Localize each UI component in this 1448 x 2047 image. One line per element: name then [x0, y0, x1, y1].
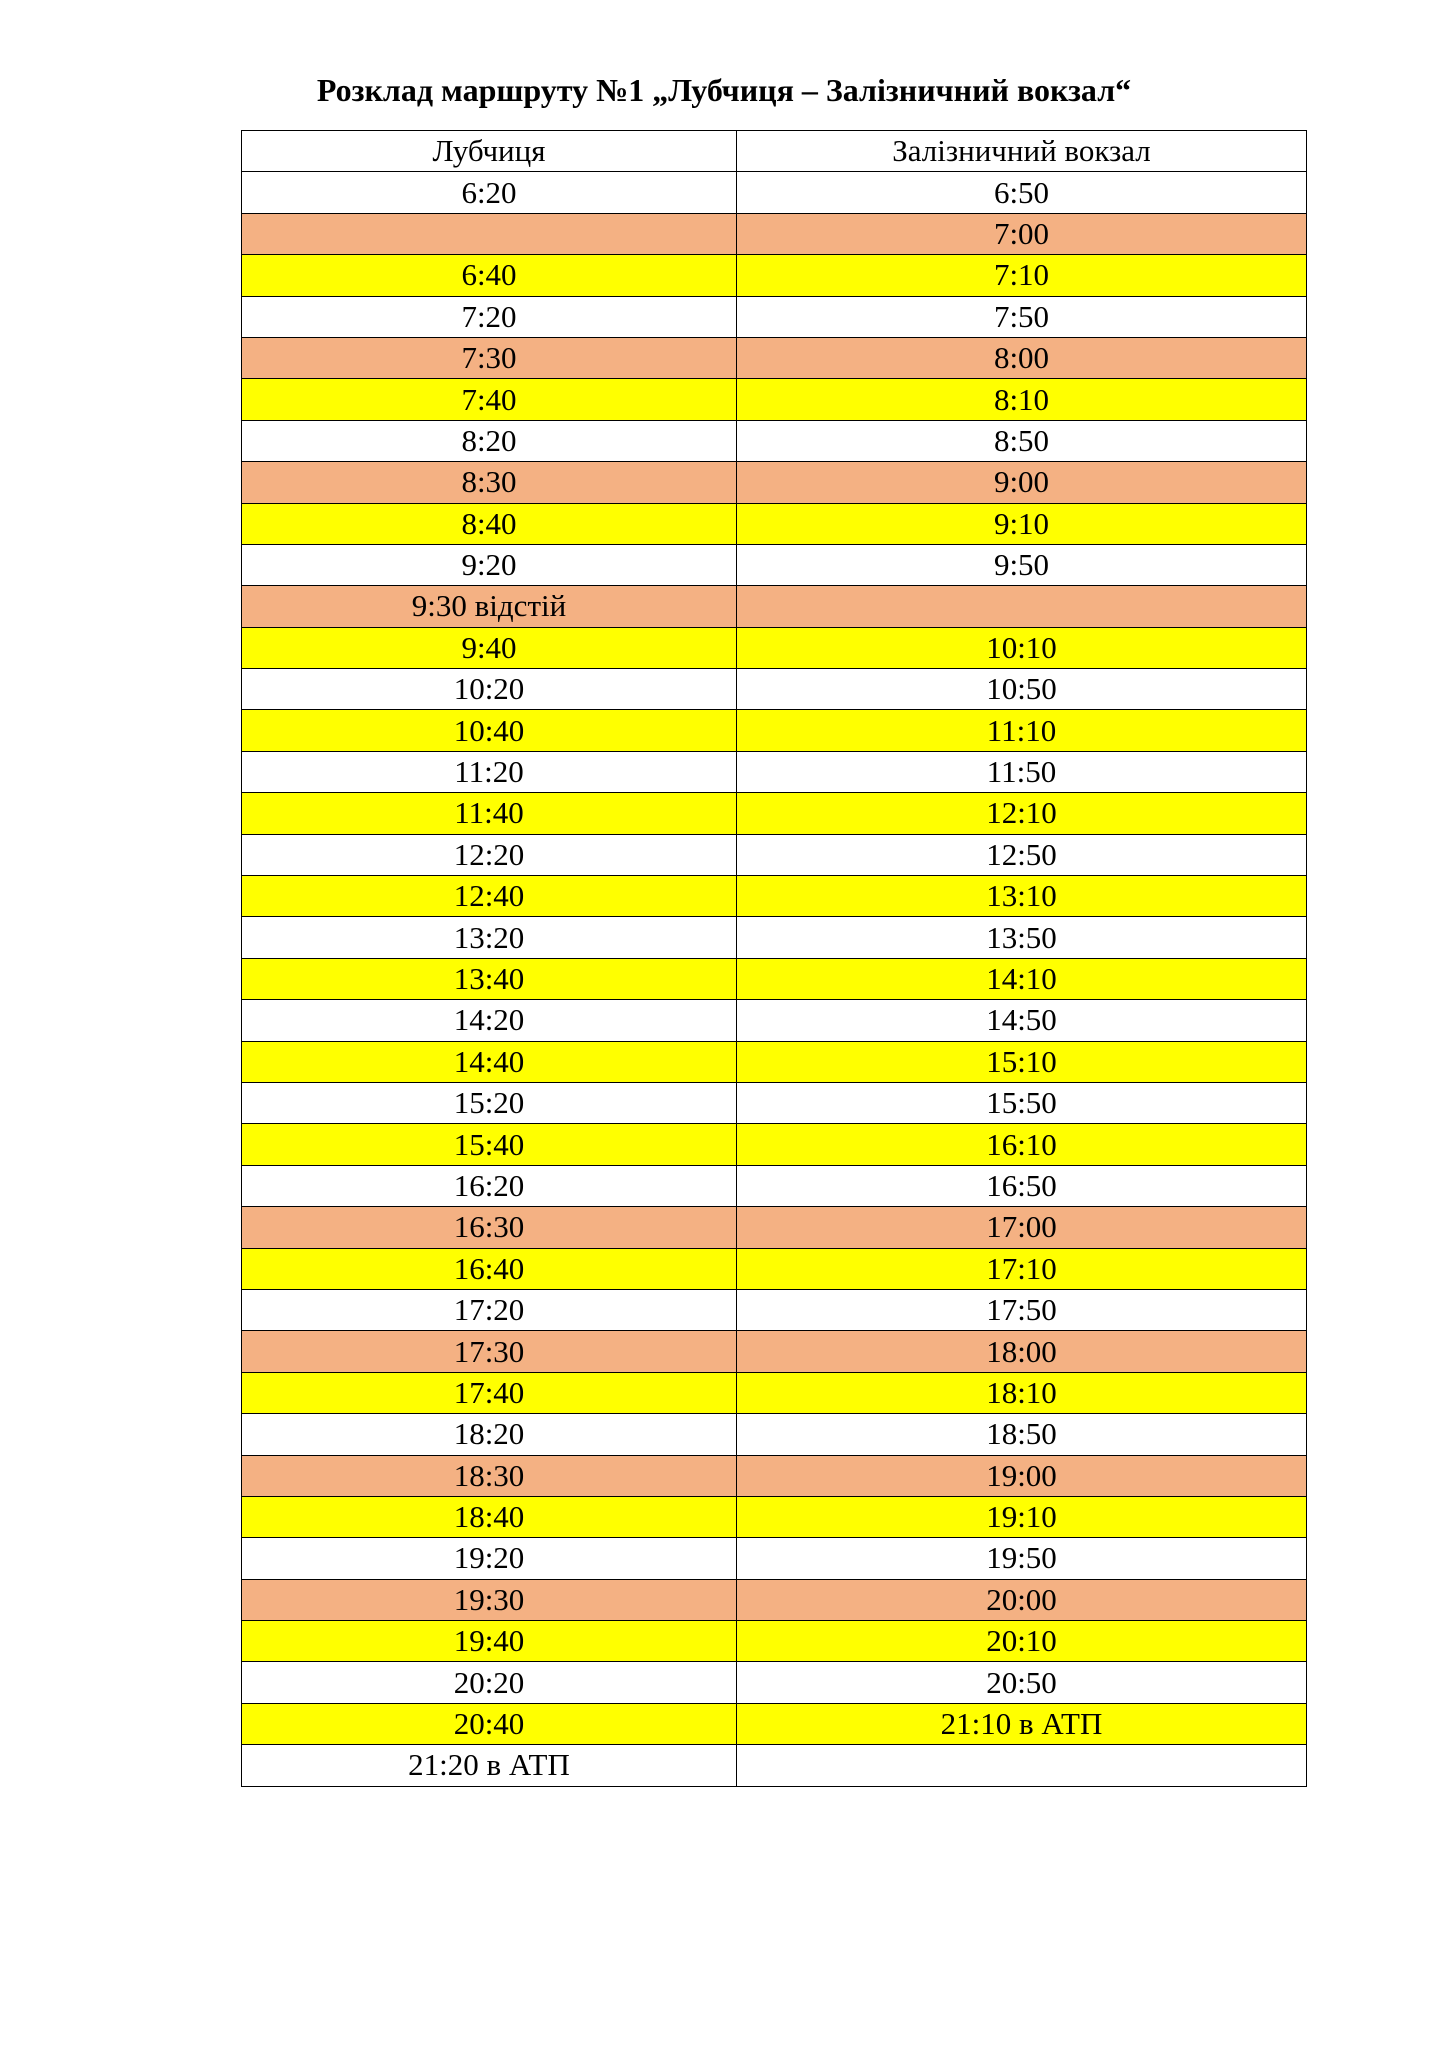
railway-station-departure-cell: 13:10 — [737, 876, 1307, 917]
railway-station-departure-cell: 11:50 — [737, 751, 1307, 792]
lubchytsia-departure-cell: 13:20 — [242, 917, 737, 958]
table-row — [242, 1207, 1307, 1248]
table-row — [242, 751, 1307, 792]
table-row — [242, 1124, 1307, 1165]
railway-station-departure-cell: 7:50 — [737, 296, 1307, 337]
table-row — [242, 1455, 1307, 1496]
lubchytsia-departure-cell: 15:20 — [242, 1082, 737, 1123]
lubchytsia-departure-cell: 13:40 — [242, 958, 737, 999]
table-row — [242, 1082, 1307, 1123]
railway-station-departure-cell: 16:10 — [737, 1124, 1307, 1165]
table-row — [242, 1372, 1307, 1413]
table-row — [242, 172, 1307, 213]
railway-station-departure-cell: 12:50 — [737, 834, 1307, 875]
table-row — [242, 586, 1307, 627]
table-row — [242, 503, 1307, 544]
column-header-lubchytsia: Лубчиця — [242, 131, 737, 172]
table-row — [242, 462, 1307, 503]
table-row — [242, 544, 1307, 585]
table-row — [242, 337, 1307, 378]
railway-station-departure-cell: 20:00 — [737, 1579, 1307, 1620]
lubchytsia-departure-cell: 19:30 — [242, 1579, 737, 1620]
lubchytsia-departure-cell: 6:20 — [242, 172, 737, 213]
schedule-table — [241, 130, 1307, 1787]
railway-station-departure-cell: 18:00 — [737, 1331, 1307, 1372]
railway-station-departure-cell: 6:50 — [737, 172, 1307, 213]
railway-station-departure-cell: 15:50 — [737, 1082, 1307, 1123]
lubchytsia-departure-cell: 17:20 — [242, 1289, 737, 1330]
railway-station-departure-cell — [737, 1745, 1307, 1786]
lubchytsia-departure-cell: 16:30 — [242, 1207, 737, 1248]
railway-station-departure-cell: 18:10 — [737, 1372, 1307, 1413]
lubchytsia-departure-cell: 7:20 — [242, 296, 737, 337]
railway-station-departure-cell: 14:50 — [737, 1000, 1307, 1041]
table-row — [242, 1000, 1307, 1041]
header-row — [242, 131, 1307, 172]
railway-station-departure-cell: 9:00 — [737, 462, 1307, 503]
railway-station-departure-cell — [737, 586, 1307, 627]
lubchytsia-departure-cell: 14:40 — [242, 1041, 737, 1082]
table-row — [242, 213, 1307, 254]
table-row — [242, 1331, 1307, 1372]
lubchytsia-departure-cell: 18:20 — [242, 1414, 737, 1455]
railway-station-departure-cell: 21:10 в АТП — [737, 1703, 1307, 1744]
table-row — [242, 420, 1307, 461]
lubchytsia-departure-cell: 18:30 — [242, 1455, 737, 1496]
lubchytsia-departure-cell: 16:40 — [242, 1248, 737, 1289]
table-row — [242, 669, 1307, 710]
railway-station-departure-cell: 11:10 — [737, 710, 1307, 751]
table-row — [242, 627, 1307, 668]
railway-station-departure-cell: 8:50 — [737, 420, 1307, 461]
table-row — [242, 1041, 1307, 1082]
railway-station-departure-cell: 9:10 — [737, 503, 1307, 544]
table-row — [242, 379, 1307, 420]
lubchytsia-departure-cell: 11:20 — [242, 751, 737, 792]
lubchytsia-departure-cell: 18:40 — [242, 1496, 737, 1537]
railway-station-departure-cell: 10:50 — [737, 669, 1307, 710]
lubchytsia-departure-cell: 14:20 — [242, 1000, 737, 1041]
lubchytsia-departure-cell: 20:20 — [242, 1662, 737, 1703]
railway-station-departure-cell: 13:50 — [737, 917, 1307, 958]
table-row — [242, 1621, 1307, 1662]
lubchytsia-departure-cell: 20:40 — [242, 1703, 737, 1744]
lubchytsia-departure-cell — [242, 213, 737, 254]
lubchytsia-departure-cell: 6:40 — [242, 255, 737, 296]
lubchytsia-departure-cell: 8:40 — [242, 503, 737, 544]
table-row — [242, 1538, 1307, 1579]
lubchytsia-departure-cell: 17:40 — [242, 1372, 737, 1413]
table-row — [242, 917, 1307, 958]
page-title: Розклад маршруту №1 „Лубчиця – Залізничний вокзал“ — [316, 72, 1132, 108]
table-row — [242, 1745, 1307, 1786]
lubchytsia-departure-cell: 10:40 — [242, 710, 737, 751]
railway-station-departure-cell: 18:50 — [737, 1414, 1307, 1455]
lubchytsia-departure-cell: 17:30 — [242, 1331, 737, 1372]
railway-station-departure-cell: 12:10 — [737, 793, 1307, 834]
railway-station-departure-cell: 20:50 — [737, 1662, 1307, 1703]
lubchytsia-departure-cell: 19:20 — [242, 1538, 737, 1579]
lubchytsia-departure-cell: 10:20 — [242, 669, 737, 710]
railway-station-departure-cell: 14:10 — [737, 958, 1307, 999]
railway-station-departure-cell: 10:10 — [737, 627, 1307, 668]
lubchytsia-departure-cell: 19:40 — [242, 1621, 737, 1662]
lubchytsia-departure-cell: 11:40 — [242, 793, 737, 834]
table-row — [242, 834, 1307, 875]
lubchytsia-departure-cell: 8:20 — [242, 420, 737, 461]
table-row — [242, 793, 1307, 834]
railway-station-departure-cell: 20:10 — [737, 1621, 1307, 1662]
railway-station-departure-cell: 19:50 — [737, 1538, 1307, 1579]
lubchytsia-departure-cell: 8:30 — [242, 462, 737, 503]
table-row — [242, 1579, 1307, 1620]
table-row — [242, 1703, 1307, 1744]
railway-station-departure-cell: 9:50 — [737, 544, 1307, 585]
lubchytsia-departure-cell: 16:20 — [242, 1165, 737, 1206]
railway-station-departure-cell: 17:50 — [737, 1289, 1307, 1330]
lubchytsia-departure-cell: 12:40 — [242, 876, 737, 917]
column-header-railway-station: Залізничний вокзал — [737, 131, 1307, 172]
table-row — [242, 1414, 1307, 1455]
lubchytsia-departure-cell: 12:20 — [242, 834, 737, 875]
lubchytsia-departure-cell: 9:30 відстій — [242, 586, 737, 627]
table-row — [242, 876, 1307, 917]
railway-station-departure-cell: 8:10 — [737, 379, 1307, 420]
table-row — [242, 255, 1307, 296]
railway-station-departure-cell: 17:00 — [737, 1207, 1307, 1248]
table-row — [242, 958, 1307, 999]
schedule-body — [242, 172, 1307, 1786]
railway-station-departure-cell: 8:00 — [737, 337, 1307, 378]
table-row — [242, 1248, 1307, 1289]
railway-station-departure-cell: 7:10 — [737, 255, 1307, 296]
lubchytsia-departure-cell: 15:40 — [242, 1124, 737, 1165]
lubchytsia-departure-cell: 9:20 — [242, 544, 737, 585]
railway-station-departure-cell: 17:10 — [737, 1248, 1307, 1289]
table-row — [242, 1662, 1307, 1703]
railway-station-departure-cell: 15:10 — [737, 1041, 1307, 1082]
railway-station-departure-cell: 16:50 — [737, 1165, 1307, 1206]
table-row — [242, 1496, 1307, 1537]
lubchytsia-departure-cell: 21:20 в АТП — [242, 1745, 737, 1786]
railway-station-departure-cell: 19:10 — [737, 1496, 1307, 1537]
lubchytsia-departure-cell: 7:30 — [242, 337, 737, 378]
table-row — [242, 710, 1307, 751]
table-row — [242, 296, 1307, 337]
table-row — [242, 1289, 1307, 1330]
table-row — [242, 1165, 1307, 1206]
lubchytsia-departure-cell: 7:40 — [242, 379, 737, 420]
lubchytsia-departure-cell: 9:40 — [242, 627, 737, 668]
railway-station-departure-cell: 7:00 — [737, 213, 1307, 254]
railway-station-departure-cell: 19:00 — [737, 1455, 1307, 1496]
